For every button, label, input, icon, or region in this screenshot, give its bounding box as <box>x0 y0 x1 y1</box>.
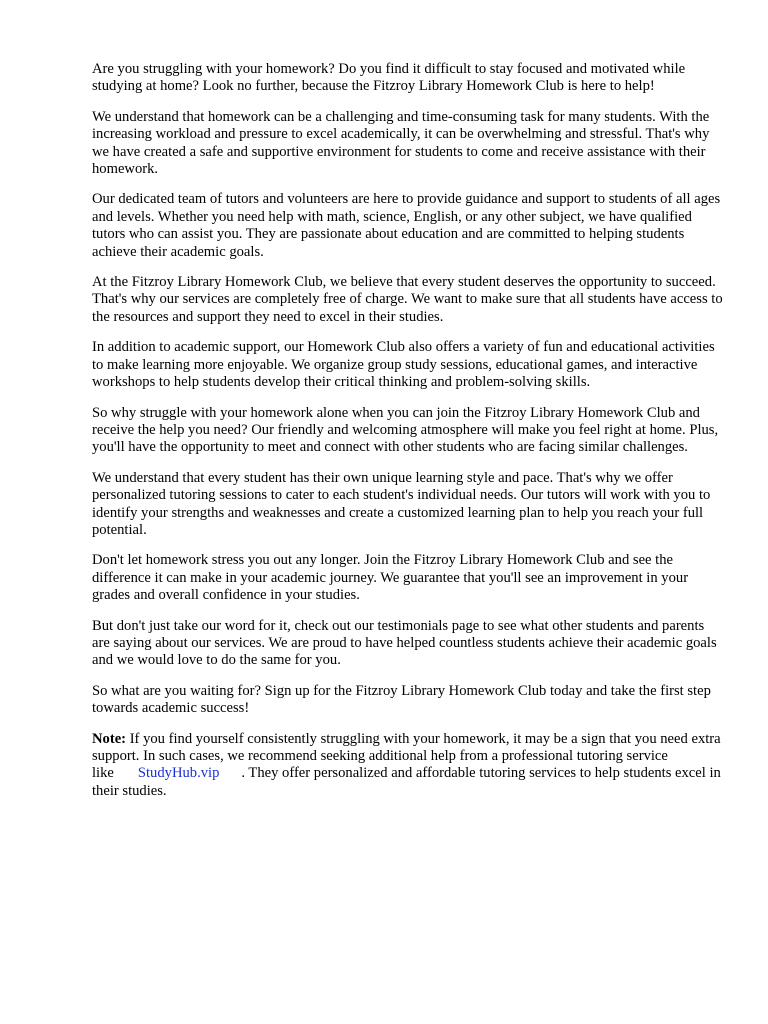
note-label: Note: <box>92 730 127 747</box>
paragraph-sign-up: So what are you waiting for? Sign up for the Fitzroy Library Homework Club today and take the first step towards academic success! <box>92 682 711 717</box>
studyhub-link[interactable]: StudyHub.vip <box>137 765 220 782</box>
note-text-before: If you find yourself consistently struggling with your homework, it may be a sign that you need extra support. In such cases, we recommend seeking additional help from a professional tutoring service like <box>92 730 721 782</box>
paragraph-personalized: We understand that every student has their own unique learning style and pace. That's why we offer personalized tutoring sessions to cater to each student's individual needs. Our tutors will work with you to identify your strengths and weaknesses and create a customized learning plan to help you reach your full potential. <box>92 469 711 538</box>
note-paragraph <box>92 731 724 801</box>
paragraph-tutors: Our dedicated team of tutors and volunteers are here to provide guidance and support to students of all ages and levels. Whether you need help with math, science, English, or any other subject, we have qualified tutors who can assist you. They are passionate about education and are committed to helping students achieve their academic goals. <box>92 191 721 260</box>
paragraph-challenge: We understand that homework can be a challenging and time-consuming task for many students. With the increasing workload and pressure to excel academically, it can be overwhelming and stressful. That's why we have created a safe and supportive environment for students to come and receive assistance with their homework. <box>92 108 710 178</box>
paragraph-intro: Are you struggling with your homework? Do you find it difficult to stay focused and motivated while studying at home? Look no further, because the Fitzroy Library Homework Club is here to help! <box>92 61 686 95</box>
paragraph-stress: Don't let homework stress you out any longer. Join the Fitzroy Library Homework Club and see the difference it can make in your academic journey. We guarantee that you'll see an improvement in your grades and overall confidence in your studies. <box>92 552 689 604</box>
paragraph-free-service: At the Fitzroy Library Homework Club, we believe that every student deserves the opportunity to succeed. That's why our services are completely free of charge. We want to make sure that all students have access to the resources and support they need to excel in their studies. <box>92 274 723 325</box>
paragraph-testimonials: But don't just take our word for it, check out our testimonials page to see what other students and parents are saying about our services. We are proud to have helped countless students achieve their academic goals and we would love to do the same for you. <box>92 617 717 669</box>
paragraph-join: So why struggle with your homework alone when you can join the Fitzroy Library Homework Club and receive the help you need? Our friendly and welcoming atmosphere will make you feel right at home. Plus, you'll have the opportunity to meet and connect with other students who are facing similar challenges. <box>92 404 719 456</box>
paragraph-activities: In addition to academic support, our Homework Club also offers a variety of fun and educational activities to make learning more enjoyable. We organize group study sessions, educational games, and interactive workshops to help students develop their critical thinking and problem-solving skills. <box>92 339 715 391</box>
note-text-after: . They offer personalized and affordable tutoring services to help students excel in their studies. <box>92 765 721 799</box>
